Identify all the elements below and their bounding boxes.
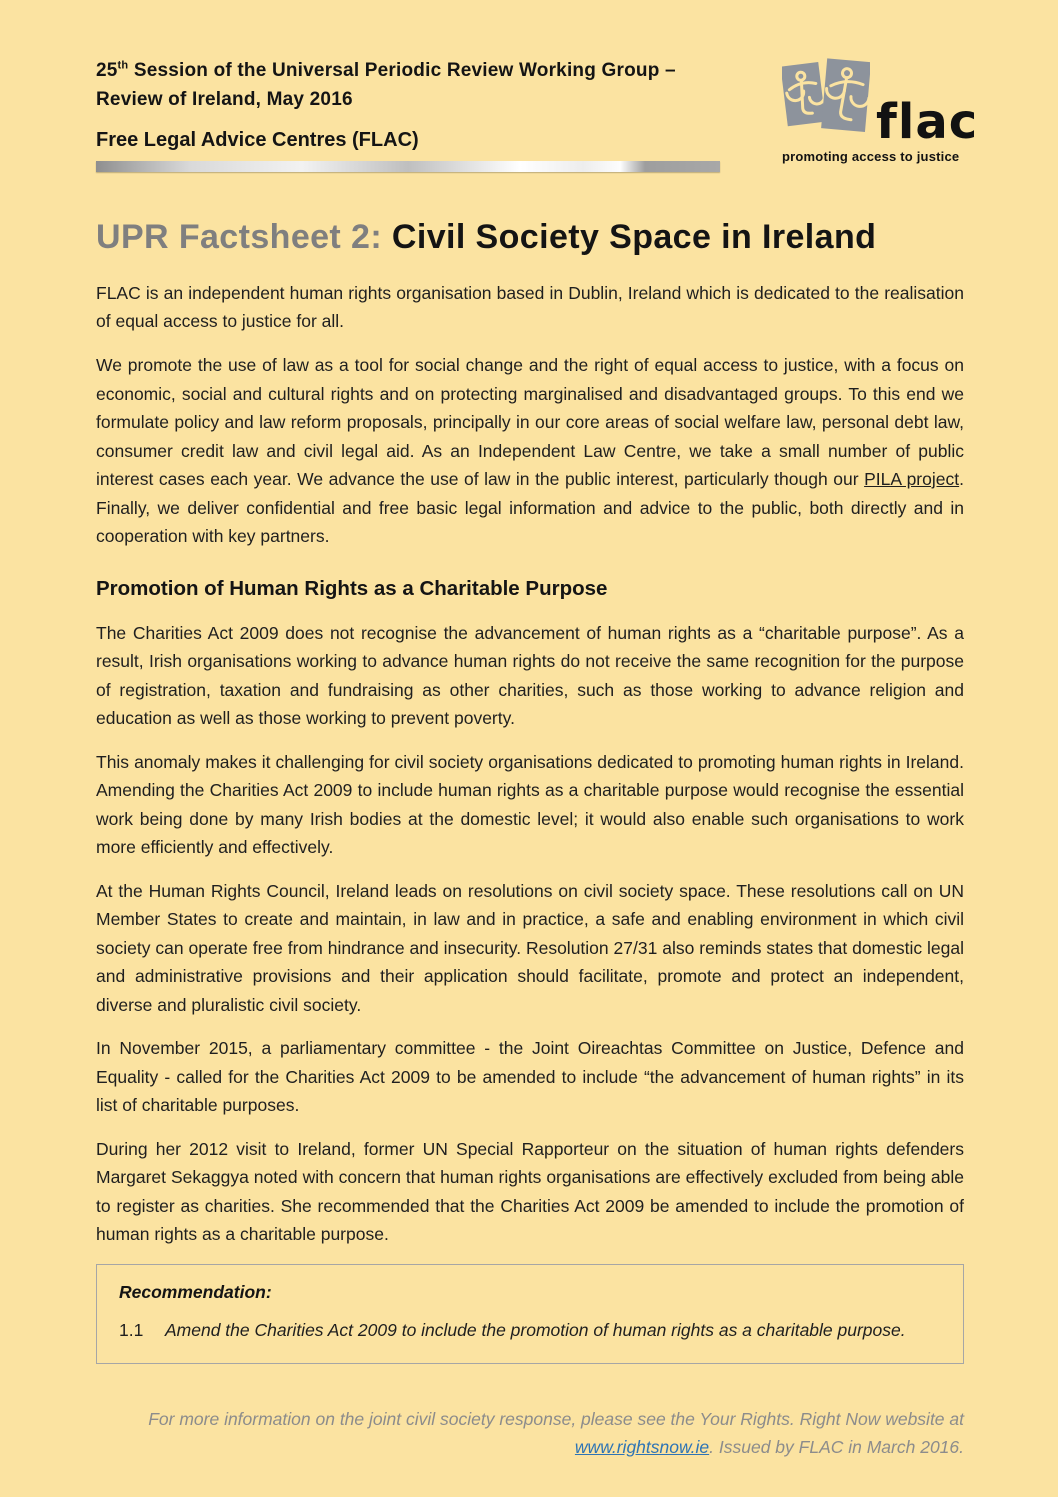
section-paragraph-2: This anomaly makes it challenging for civil society organisations dedicated to promoting human rights in Ireland. Amending the Charities Act 2009 to include human rights as a charitable purpose would recognise the essential work being done by many Irish bodies at the domestic level; it would also enable such organisations to work more efficiently and effectively. xyxy=(96,751,964,858)
section-paragraph-4: In November 2015, a parliamentary committee - the Joint Oireachtas Committee on Justice, Defence and Equality - called for the Charities Act 2009 to be amended to include “the advancement of human rights” in its list of charitable purposes. xyxy=(96,1038,964,1116)
session-line1: 25th Session of the Universal Periodic Review Working Group – xyxy=(96,59,676,81)
page-title xyxy=(96,218,964,257)
recommendation-number: 1.1 xyxy=(119,1319,144,1340)
recommendation-box xyxy=(96,1264,964,1364)
flac-logo-top xyxy=(782,56,979,151)
page-title-prefix: UPR Factsheet 2: xyxy=(96,217,392,256)
document-body xyxy=(96,279,964,1364)
intro-paragraph-2: We promote the use of law as a tool for social change and the right of equal access to justice, with a focus on economic, social and cultural rights and on protecting marginalised and disadvantaged groups. To this end we formulate policy and law reform proposals, principally in our core areas of social welfare law, personal debt law, consumer credit law and civil legal aid. As an Independent Law Centre, we take a small number of public interest cases each year. We advance the use of law in the public interest, particularly though our PILA project. Finally, we deliver confidential and free basic legal information and advice to the public, both directly and in cooperation with key partners. xyxy=(96,355,964,547)
header xyxy=(96,56,979,172)
flac-tagline: promoting access to justice xyxy=(782,149,960,164)
org-name: Free Legal Advice Centres (FLAC) xyxy=(96,128,419,151)
section-paragraph-1: The Charities Act 2009 does not recognise the advancement of human rights as a “charitable purpose”. As a result, Irish organisations working to advance human rights do not receive the same recognition for the purpose of registration, taxation and fundraising as other charities, such as those working to advance religion and education as well as those working to prevent poverty. xyxy=(96,622,964,729)
rightsnow-link[interactable]: www.rightsnow.ie xyxy=(574,1437,710,1457)
flac-logo xyxy=(782,56,979,164)
footer-note xyxy=(96,1379,964,1461)
gradient-divider-bar xyxy=(96,161,720,172)
footer-line1: For more information on the joint civil society response, please see the Your Rights. Right Now website at xyxy=(148,1409,964,1429)
recommendation-item xyxy=(119,1320,941,1341)
pila-project-link[interactable]: PILA project xyxy=(864,469,960,490)
recommendation-text: Amend the Charities Act 2009 to include the promotion of human rights as a charitable purpose. xyxy=(165,1319,906,1340)
session-line2: Review of Ireland, May 2016 xyxy=(96,89,353,111)
flac-brand-text: flac xyxy=(876,94,979,151)
section-heading: Promotion of Human Rights as a Charitable Purpose xyxy=(96,576,608,600)
recommendation-heading: Recommendation: xyxy=(119,1281,272,1302)
section-paragraph-5: During her 2012 visit to Ireland, former UN Special Rapporteur on the situation of human rights defenders Margaret Sekaggya noted with concern that human rights organisations are effectively excluded from being able to register as charities. She recommended that the Charities Act 2009 be amended to include the promotion of human rights as a charitable purpose. xyxy=(96,1138,964,1245)
section-paragraph-3: At the Human Rights Council, Ireland leads on resolutions on civil society space. These resolutions call on UN Member States to create and maintain, in law and in practice, a safe and enabling environment in which civil society can operate free from hindrance and insecurity. Resolution 27/31 also reminds states that domestic legal and administrative provisions and their application should facilitate, promote and protect an independent, diverse and pluralistic civil society. xyxy=(96,880,964,1015)
scales-of-justice-icon xyxy=(782,56,870,143)
footer-after-link: . Issued by FLAC in March 2016. xyxy=(709,1437,964,1457)
header-titles xyxy=(96,56,736,172)
ordinal-suffix: th xyxy=(117,59,129,72)
page-title-main: Civil Society Space in Ireland xyxy=(391,217,877,256)
session-title xyxy=(96,56,736,115)
intro-paragraph-1: FLAC is an independent human rights organisation based in Dublin, Ireland which is dedicated to the realisation of equal access to justice for all. xyxy=(96,282,964,332)
